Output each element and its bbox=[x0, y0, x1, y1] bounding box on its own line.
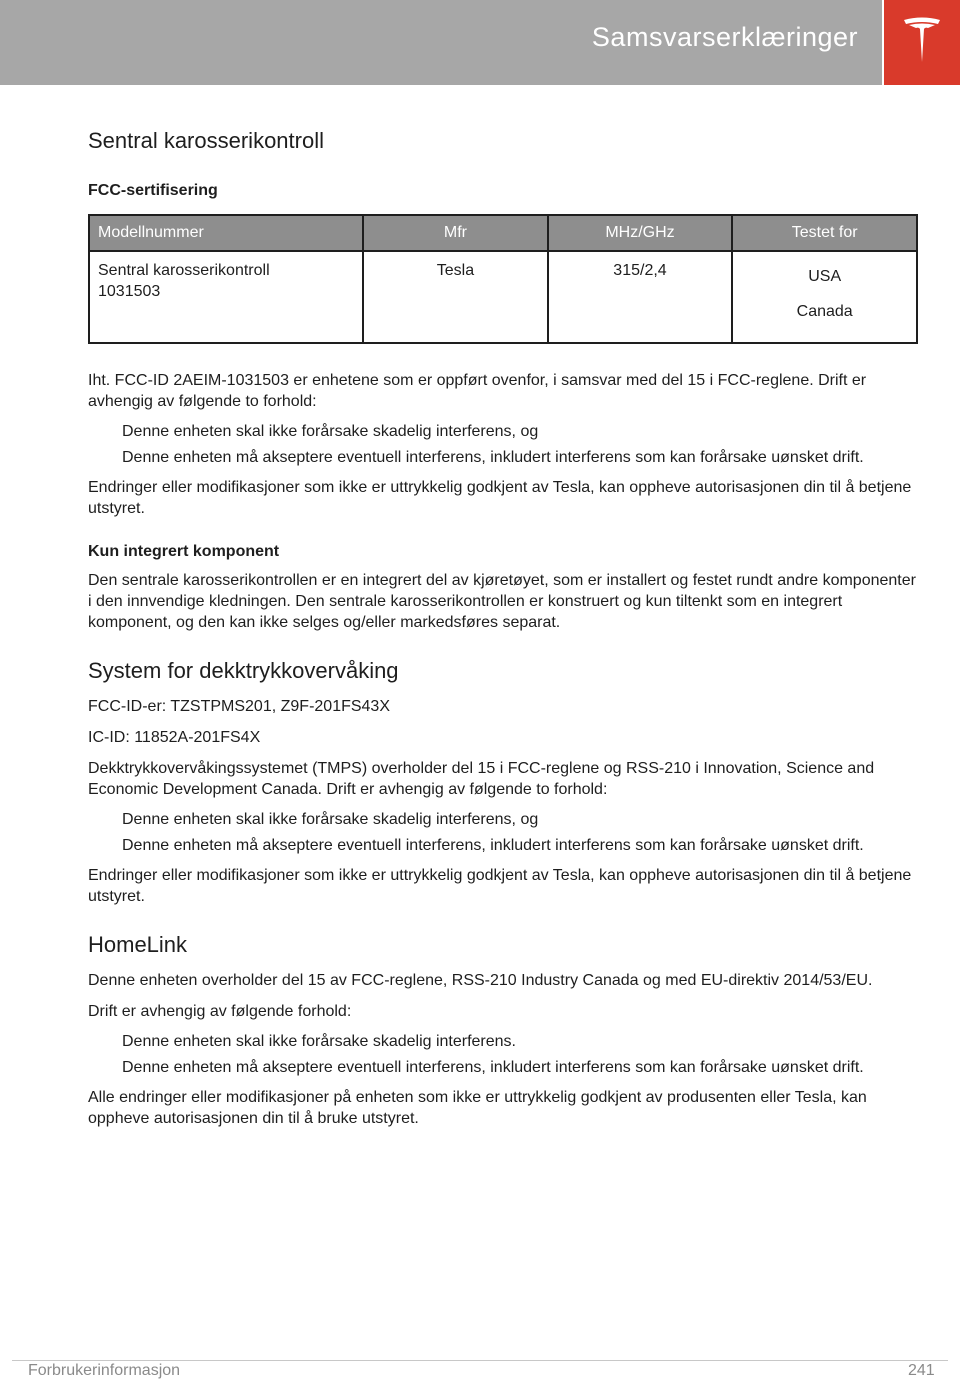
integrated-heading: Kun integrert komponent bbox=[88, 543, 280, 560]
model-number: 1031503 bbox=[98, 283, 161, 300]
homelink-condition-1: Denne enheten skal ikke forårsake skadelig interferens. bbox=[122, 1033, 516, 1050]
tested-cell bbox=[732, 251, 917, 343]
section-title-bcm: Sentral karosserikontroll bbox=[88, 128, 324, 153]
section-title-homelink: HomeLink bbox=[88, 932, 188, 957]
homelink-condition-2: Denne enheten må akseptere eventuell interferens, inkludert interferens som kan forårsake uønsket drift. bbox=[122, 1059, 864, 1076]
column-header: Testet for bbox=[732, 215, 917, 251]
mfr-cell: Tesla bbox=[363, 251, 547, 343]
homelink-intro: Denne enheten overholder del 15 av FCC-reglene, RSS-210 Industry Canada og med EU-direktiv 2014/53/EU. bbox=[88, 972, 873, 989]
tpms-fcc-id: FCC-ID-er: TZSTPMS201, Z9F-201FS43X bbox=[88, 698, 390, 715]
column-header: Modellnummer bbox=[89, 215, 363, 251]
tpms-ic-id: IC-ID: 11852A-201FS4X bbox=[88, 729, 261, 746]
footer-section-name: Forbrukerinformasjon bbox=[28, 1362, 181, 1379]
homelink-changes: Alle endringer eller modifikasjoner på enheten som ikke er uttrykkelig godkjent av produsenten eller Tesla, kan oppheve autorisasjonen din til å bruke utstyret. bbox=[88, 1089, 867, 1127]
tpms-intro: Dekktrykkovervåkingssystemet (TMPS) overholder del 15 i FCC-reglene og RSS-210 i Innovation, Science and Economic Development Canada. Drift er avhengig av følgende to forhold: bbox=[88, 760, 875, 798]
certification-table bbox=[88, 214, 918, 344]
table-header-row bbox=[89, 215, 917, 251]
footer-divider bbox=[12, 1360, 948, 1361]
model-name: Sentral karosserikontroll bbox=[98, 262, 270, 279]
homelink-conditions-intro: Drift er avhengig av følgende forhold: bbox=[88, 1003, 352, 1020]
bcm-condition-2: Denne enheten må akseptere eventuell interferens, inkludert interferens som kan forårsake uønsket drift. bbox=[122, 449, 864, 466]
page-section-title: Samsvarserklæringer bbox=[591, 22, 858, 52]
column-header: MHz/GHz bbox=[548, 215, 733, 251]
tpms-condition-2: Denne enheten må akseptere eventuell interferens, inkludert interferens som kan forårsake uønsket drift. bbox=[122, 837, 864, 854]
section-title-tpms: System for dekktrykkovervåking bbox=[88, 658, 399, 683]
tpms-condition-1: Denne enheten skal ikke forårsake skadelig interferens, og bbox=[122, 811, 539, 828]
column-header: Mfr bbox=[363, 215, 547, 251]
tested-usa: USA bbox=[808, 268, 842, 285]
model-cell bbox=[89, 251, 363, 343]
tpms-changes: Endringer eller modifikasjoner som ikke er uttrykkelig godkjent av Tesla, kan oppheve autorisasjonen din til å betjene utstyret. bbox=[88, 867, 912, 905]
integrated-text: Den sentrale karosserikontrollen er en integrert del av kjøretøyet, som er installert og festet rundt andre komponenter i den innvendige kledningen. Den sentrale karosserikontrollen er konstruert og kun tiltenkt som en integrert komponent, og den kan ikke selges og/eller markedsføres separat. bbox=[88, 572, 916, 631]
bcm-intro: Iht. FCC-ID 2AEIM-1031503 er enhetene som er oppført ovenfor, i samsvar med del 15 i FCC-reglene. Drift er avhengig av følgende to forhold: bbox=[88, 372, 867, 410]
bcm-changes: Endringer eller modifikasjoner som ikke er uttrykkelig godkjent av Tesla, kan oppheve autorisasjonen din til å betjene utstyret. bbox=[88, 479, 912, 517]
tesla-logo-icon bbox=[902, 16, 942, 64]
page-content bbox=[88, 128, 918, 1129]
tested-canada: Canada bbox=[796, 303, 853, 320]
freq-cell: 315/2,4 bbox=[548, 251, 733, 343]
tesla-logo-box bbox=[884, 0, 960, 85]
fcc-heading: FCC-sertifisering bbox=[88, 182, 218, 199]
bcm-condition-1: Denne enheten skal ikke forårsake skadelig interferens, og bbox=[122, 423, 539, 440]
table-row bbox=[89, 251, 917, 343]
page-number: 241 bbox=[908, 1362, 935, 1379]
